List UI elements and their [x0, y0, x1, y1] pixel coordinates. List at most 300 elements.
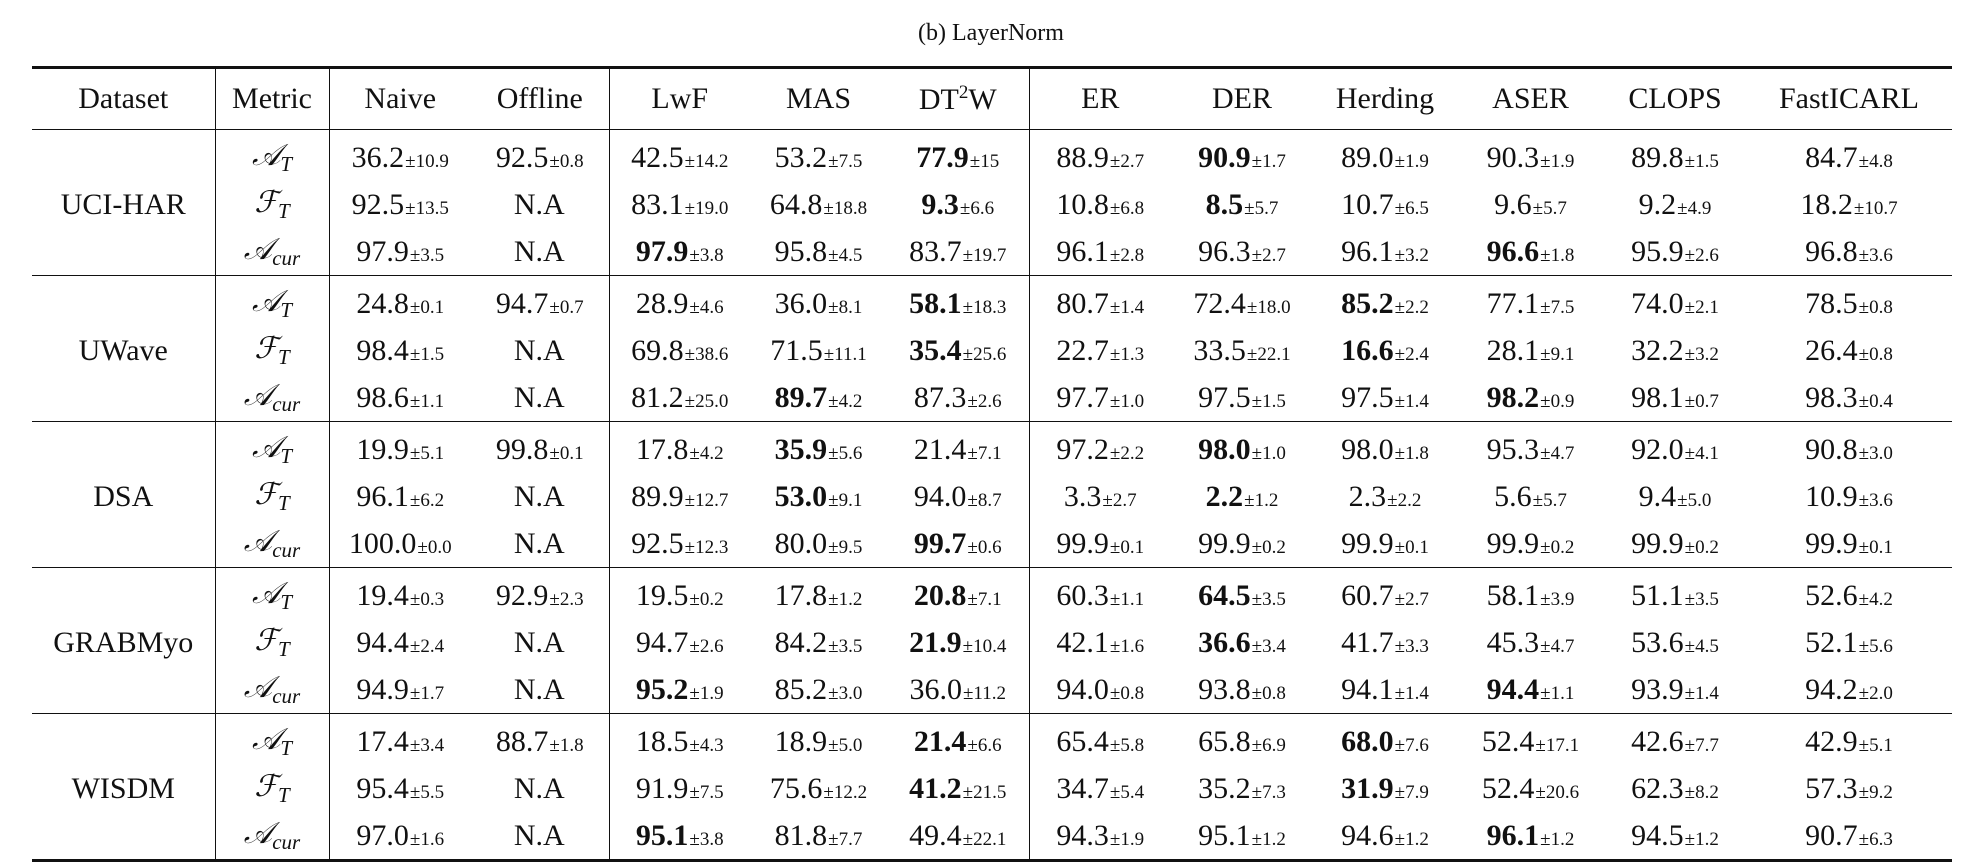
- metric-label: [215, 181, 329, 228]
- cell-value: 98.3: [1805, 380, 1858, 414]
- cell-value: N.A: [513, 526, 565, 560]
- cell-value: 89.8: [1631, 140, 1684, 174]
- cell-std: ±5.6: [828, 442, 863, 464]
- cell-value: 41.7: [1341, 625, 1394, 659]
- cell-std: ±3.4: [1251, 635, 1286, 657]
- table-cell: [609, 619, 750, 666]
- cell-value: 21.4: [913, 432, 967, 466]
- cell-value: 93.8: [1198, 672, 1251, 706]
- table-cell: [887, 812, 1029, 861]
- cell-std: ±0.0: [417, 536, 452, 558]
- cell-value: 99.9: [1341, 526, 1394, 560]
- cell-value: 94.0: [913, 479, 967, 513]
- cell-value: 96.1: [1341, 234, 1394, 268]
- table-cell: [1604, 765, 1746, 812]
- cell-value: 95.1: [1198, 818, 1251, 852]
- table-cell: [750, 473, 887, 520]
- table-cell: [1604, 666, 1746, 714]
- cell-value: 21.4: [913, 724, 967, 758]
- table-cell: [1313, 568, 1457, 620]
- cell-std: ±2.2: [1387, 489, 1422, 511]
- table-cell: [1457, 276, 1604, 328]
- metric-subscript: cur: [272, 537, 301, 562]
- table-cell: [750, 619, 887, 666]
- metric-label: [215, 568, 329, 620]
- dataset-group: [32, 130, 1952, 276]
- table-cell: [1457, 666, 1604, 714]
- table-row: [32, 714, 1952, 766]
- cell-value: 18.5: [635, 724, 689, 758]
- table-cell: [471, 765, 609, 812]
- cell-std: ±2.4: [1394, 343, 1429, 365]
- cell-std: ±1.8: [549, 734, 584, 756]
- metric-subscript: T: [277, 783, 290, 807]
- metric-symbol: ℱ: [254, 186, 278, 219]
- metric-subscript: T: [280, 151, 293, 176]
- cell-std: ±7.9: [1394, 781, 1429, 803]
- table-cell: [1604, 520, 1746, 568]
- table-cell: [887, 714, 1029, 766]
- table-cell: [1029, 374, 1171, 422]
- cell-std: ±2.6: [689, 635, 724, 657]
- table-cell: [609, 228, 750, 276]
- cell-value: 26.4: [1805, 333, 1858, 367]
- cell-value: 96.3: [1198, 234, 1251, 268]
- cell-std: ±0.8: [1251, 682, 1286, 704]
- table-cell: [1457, 181, 1604, 228]
- table-cell: [609, 714, 750, 766]
- cell-std: ±5.7: [1532, 489, 1567, 511]
- table-cell: [471, 228, 609, 276]
- table-cell: [887, 765, 1029, 812]
- cell-std: ±1.5: [1684, 150, 1719, 172]
- cell-std: ±4.7: [1540, 442, 1575, 464]
- table-cell: [1746, 714, 1952, 766]
- cell-value: N.A: [513, 672, 565, 706]
- dataset-group: [32, 568, 1952, 714]
- cell-value: 8.5: [1205, 187, 1244, 221]
- cell-value: 89.7: [774, 380, 828, 414]
- cell-value: 68.0: [1341, 724, 1394, 758]
- cell-value: 45.3: [1486, 625, 1540, 659]
- table-cell: [1746, 619, 1952, 666]
- cell-std: ±2.7: [1394, 588, 1429, 610]
- table-cell: [1746, 422, 1952, 474]
- cell-std: ±5.1: [1858, 734, 1893, 756]
- cell-std: ±22.1: [962, 828, 1007, 850]
- table-cell: [1171, 714, 1313, 766]
- cell-std: ±6.9: [1251, 734, 1286, 756]
- cell-value: 92.5: [351, 187, 405, 221]
- cell-value: 92.5: [631, 526, 684, 560]
- cell-std: ±4.1: [1684, 442, 1719, 464]
- table-cell: [1029, 765, 1171, 812]
- cell-value: N.A: [513, 771, 565, 805]
- cell-std: ±3.2: [1684, 343, 1719, 365]
- dataset-group: [32, 714, 1952, 861]
- cell-std: ±1.9: [1394, 150, 1429, 172]
- cell-value: 53.2: [774, 140, 828, 174]
- cell-value: 57.3: [1805, 771, 1858, 805]
- cell-std: ±3.0: [1858, 442, 1893, 464]
- cell-std: ±1.5: [409, 343, 445, 365]
- cell-std: ±0.1: [409, 296, 445, 318]
- table-cell: [1029, 619, 1171, 666]
- table-cell: [471, 130, 609, 182]
- cell-value: 16.6: [1341, 333, 1394, 367]
- table-cell: [329, 276, 471, 328]
- table-cell: [471, 568, 609, 620]
- cell-value: 9.3: [921, 187, 959, 221]
- metric-label: [215, 765, 329, 812]
- table-cell: [887, 130, 1029, 182]
- cell-value: 94.7: [495, 286, 549, 320]
- cell-std: ±18.8: [823, 197, 868, 219]
- header-dt2w-suffix: W: [968, 82, 997, 116]
- cell-value: 92.0: [1631, 432, 1684, 466]
- table-cell: [1457, 765, 1604, 812]
- header-der: DER: [1171, 68, 1313, 130]
- table-cell: [1313, 765, 1457, 812]
- cell-std: ±0.2: [689, 588, 724, 610]
- cell-std: ±17.1: [1535, 734, 1580, 756]
- cell-std: ±6.6: [959, 197, 995, 219]
- table-cell: [609, 422, 750, 474]
- cell-value: 92.5: [495, 140, 549, 174]
- table-cell: [887, 327, 1029, 374]
- cell-value: 94.3: [1056, 818, 1109, 852]
- metric-subscript: T: [280, 443, 293, 468]
- metric-label: [215, 130, 329, 182]
- cell-std: ±1.0: [1109, 390, 1145, 412]
- cell-value: 94.7: [635, 625, 689, 659]
- table-cell: [1457, 812, 1604, 861]
- header-mas: MAS: [750, 68, 887, 130]
- cell-value: 32.2: [1631, 333, 1684, 367]
- cell-value: 95.2: [635, 672, 689, 706]
- cell-value: 31.9: [1341, 771, 1394, 805]
- cell-value: 60.7: [1341, 578, 1394, 612]
- table-row: [32, 276, 1952, 328]
- table-cell: [471, 422, 609, 474]
- table-cell: [750, 130, 887, 182]
- cell-value: N.A: [513, 380, 565, 414]
- cell-value: 24.8: [356, 286, 409, 320]
- table-cell: [1171, 130, 1313, 182]
- cell-value: 3.3: [1063, 479, 1102, 513]
- cell-value: 19.5: [635, 578, 689, 612]
- table-cell: [1746, 327, 1952, 374]
- cell-value: 97.5: [1341, 380, 1394, 414]
- table-row: [32, 228, 1952, 276]
- table-cell: [1604, 619, 1746, 666]
- cell-std: ±0.8: [1109, 682, 1145, 704]
- table-cell: [1746, 812, 1952, 861]
- cell-std: ±6.2: [409, 489, 445, 511]
- table-cell: [329, 327, 471, 374]
- cell-value: N.A: [513, 479, 565, 513]
- cell-std: ±15: [969, 150, 1000, 172]
- table-cell: [1313, 276, 1457, 328]
- metric-symbol: 𝒜: [243, 524, 273, 558]
- table-cell: [887, 181, 1029, 228]
- cell-value: 94.4: [1486, 672, 1540, 706]
- cell-value: 96.1: [356, 479, 409, 513]
- cell-value: 92.9: [495, 578, 549, 612]
- cell-value: 77.1: [1486, 286, 1540, 320]
- cell-std: ±4.5: [828, 244, 863, 266]
- table-cell: [1171, 422, 1313, 474]
- cell-std: ±9.5: [828, 536, 863, 558]
- cell-value: 97.7: [1056, 380, 1109, 414]
- cell-value: 81.8: [774, 818, 828, 852]
- table-cell: [1313, 812, 1457, 861]
- header-herding: Herding: [1313, 68, 1457, 130]
- cell-value: 84.7: [1805, 140, 1858, 174]
- cell-std: ±0.7: [549, 296, 584, 318]
- cell-value: 52.4: [1481, 771, 1535, 805]
- cell-std: ±6.8: [1109, 197, 1145, 219]
- cell-value: 17.8: [774, 578, 828, 612]
- cell-std: ±5.0: [828, 734, 863, 756]
- cell-std: ±0.2: [1540, 536, 1575, 558]
- cell-std: ±1.2: [1540, 828, 1575, 850]
- dataset-name: UCI-HAR: [32, 130, 215, 276]
- cell-std: ±2.0: [1858, 682, 1893, 704]
- cell-std: ±5.4: [1109, 781, 1145, 803]
- cell-value: 41.2: [909, 771, 962, 805]
- cell-value: 80.0: [774, 526, 828, 560]
- cell-value: 95.8: [774, 234, 828, 268]
- table-cell: [1313, 228, 1457, 276]
- metric-subscript: T: [277, 345, 290, 369]
- cell-std: ±4.2: [828, 390, 863, 412]
- cell-value: 88.9: [1056, 140, 1109, 174]
- cell-std: ±2.2: [1109, 442, 1145, 464]
- table-cell: [471, 374, 609, 422]
- table-cell: [471, 520, 609, 568]
- cell-std: ±4.6: [689, 296, 724, 318]
- cell-std: ±3.0: [828, 682, 863, 704]
- cell-std: ±1.8: [1540, 244, 1575, 266]
- metric-symbol: 𝒜: [251, 138, 281, 172]
- table-cell: [1604, 568, 1746, 620]
- cell-std: ±38.6: [684, 343, 729, 365]
- cell-value: 36.0: [909, 672, 962, 706]
- table-cell: [1457, 619, 1604, 666]
- cell-std: ±5.8: [1109, 734, 1145, 756]
- cell-std: ±0.8: [1858, 296, 1893, 318]
- header-fasticarl: FastICARL: [1746, 68, 1952, 130]
- table-cell: [1604, 374, 1746, 422]
- table-cell: [1029, 228, 1171, 276]
- cell-std: ±2.6: [1684, 244, 1719, 266]
- cell-value: 35.9: [774, 432, 828, 466]
- metric-symbol: ℱ: [254, 770, 278, 803]
- header-er: ER: [1029, 68, 1171, 130]
- table-cell: [609, 568, 750, 620]
- cell-std: ±1.1: [409, 390, 445, 412]
- table-cell: [1457, 374, 1604, 422]
- cell-std: ±3.3: [1394, 635, 1429, 657]
- table-cell: [1171, 765, 1313, 812]
- cell-value: 94.5: [1631, 818, 1684, 852]
- table-row: [32, 473, 1952, 520]
- metric-symbol: 𝒜: [251, 576, 281, 610]
- cell-std: ±1.4: [1684, 682, 1719, 704]
- table-row: [32, 181, 1952, 228]
- header-dataset: Dataset: [32, 68, 215, 130]
- dataset-name: UWave: [32, 276, 215, 422]
- cell-std: ±1.2: [1394, 828, 1429, 850]
- header-naive: Naive: [329, 68, 471, 130]
- cell-value: 28.9: [635, 286, 689, 320]
- cell-value: N.A: [513, 187, 565, 221]
- cell-value: 93.9: [1631, 672, 1684, 706]
- cell-value: 95.3: [1486, 432, 1540, 466]
- cell-value: 77.9: [916, 140, 969, 174]
- cell-std: ±5.0: [1677, 489, 1712, 511]
- cell-value: 35.2: [1198, 771, 1251, 805]
- cell-value: 80.7: [1056, 286, 1109, 320]
- cell-std: ±20.6: [1535, 781, 1580, 803]
- cell-value: 95.9: [1631, 234, 1684, 268]
- cell-std: ±4.7: [1540, 635, 1575, 657]
- cell-std: ±1.4: [1394, 682, 1429, 704]
- metric-label: [215, 619, 329, 666]
- header-clops: CLOPS: [1604, 68, 1746, 130]
- table-cell: [1171, 374, 1313, 422]
- cell-std: ±5.1: [409, 442, 445, 464]
- table-cell: [1313, 181, 1457, 228]
- cell-std: ±2.8: [1109, 244, 1145, 266]
- table-cell: [1171, 327, 1313, 374]
- table-cell: [329, 765, 471, 812]
- table-cell: [609, 130, 750, 182]
- cell-std: ±5.7: [1532, 197, 1567, 219]
- cell-std: ±11.2: [963, 682, 1006, 704]
- cell-std: ±0.9: [1540, 390, 1575, 412]
- cell-std: ±3.8: [689, 828, 724, 850]
- table-cell: [1029, 714, 1171, 766]
- cell-std: ±25.0: [684, 390, 729, 412]
- cell-std: ±1.2: [1244, 489, 1279, 511]
- table-cell: [1029, 181, 1171, 228]
- table-cell: [1604, 473, 1746, 520]
- dataset-name: GRABMyo: [32, 568, 215, 714]
- cell-std: ±9.2: [1858, 781, 1893, 803]
- cell-value: 58.1: [1486, 578, 1540, 612]
- metric-symbol: 𝒜: [243, 232, 273, 266]
- table-cell: [471, 276, 609, 328]
- table-cell: [471, 714, 609, 766]
- cell-value: 99.7: [913, 526, 967, 560]
- metric-symbol: 𝒜: [243, 378, 273, 412]
- cell-std: ±1.8: [1394, 442, 1429, 464]
- cell-std: ±22.1: [1246, 343, 1291, 365]
- cell-value: 2.3: [1348, 479, 1387, 513]
- table-cell: [887, 619, 1029, 666]
- cell-value: 71.5: [770, 333, 823, 367]
- cell-std: ±2.3: [549, 588, 584, 610]
- cell-value: 17.8: [635, 432, 689, 466]
- table-row: [32, 666, 1952, 714]
- metric-subscript: cur: [272, 245, 301, 270]
- cell-value: 51.1: [1631, 578, 1684, 612]
- cell-std: ±3.2: [1394, 244, 1429, 266]
- header-row: [32, 68, 1952, 130]
- cell-value: 10.9: [1805, 479, 1858, 513]
- cell-value: 9.6: [1494, 187, 1532, 221]
- cell-std: ±13.5: [405, 197, 449, 219]
- cell-value: 65.8: [1198, 724, 1251, 758]
- table-row: [32, 374, 1952, 422]
- table-cell: [750, 374, 887, 422]
- metric-label: [215, 473, 329, 520]
- table-cell: [471, 327, 609, 374]
- table-cell: [1171, 181, 1313, 228]
- header-aser: ASER: [1457, 68, 1604, 130]
- cell-value: 83.1: [631, 187, 684, 221]
- cell-std: ±0.2: [1251, 536, 1286, 558]
- table-cell: [329, 473, 471, 520]
- cell-std: ±6.5: [1394, 197, 1429, 219]
- cell-std: ±1.7: [1251, 150, 1286, 172]
- table-cell: [1313, 714, 1457, 766]
- cell-value: 85.2: [1341, 286, 1394, 320]
- table-cell: [329, 374, 471, 422]
- cell-std: ±2.7: [1109, 150, 1145, 172]
- cell-std: ±9.1: [828, 489, 863, 511]
- cell-std: ±1.1: [1109, 588, 1145, 610]
- table-cell: [1746, 228, 1952, 276]
- table-cell: [887, 473, 1029, 520]
- cell-value: 89.9: [631, 479, 684, 513]
- cell-value: 36.6: [1198, 625, 1251, 659]
- metric-symbol: 𝒜: [243, 816, 273, 850]
- table-cell: [1746, 374, 1952, 422]
- dataset-name: DSA: [32, 422, 215, 568]
- table-cell: [329, 520, 471, 568]
- cell-std: ±3.9: [1540, 588, 1575, 610]
- table-cell: [750, 520, 887, 568]
- cell-std: ±1.5: [1251, 390, 1286, 412]
- metric-label: [215, 666, 329, 714]
- cell-value: N.A: [513, 333, 565, 367]
- cell-std: ±3.6: [1858, 489, 1893, 511]
- table-cell: [1604, 276, 1746, 328]
- cell-value: 94.2: [1805, 672, 1858, 706]
- table-cell: [887, 228, 1029, 276]
- cell-value: 99.9: [1805, 526, 1858, 560]
- cell-value: 18.2: [1800, 187, 1853, 221]
- cell-value: 90.8: [1805, 432, 1858, 466]
- table-cell: [609, 327, 750, 374]
- table-cell: [1171, 473, 1313, 520]
- cell-value: 90.9: [1198, 140, 1251, 174]
- header-dt2w-base: DT: [918, 82, 959, 116]
- table-cell: [329, 666, 471, 714]
- cell-std: ±1.2: [1684, 828, 1719, 850]
- cell-std: ±1.9: [689, 682, 724, 704]
- cell-std: ±3.5: [409, 244, 445, 266]
- cell-value: N.A: [513, 625, 565, 659]
- cell-std: ±0.6: [967, 536, 1002, 558]
- cell-value: 94.1: [1341, 672, 1394, 706]
- table-cell: [750, 181, 887, 228]
- metric-symbol: ℱ: [254, 478, 278, 511]
- cell-std: ±7.7: [1684, 734, 1719, 756]
